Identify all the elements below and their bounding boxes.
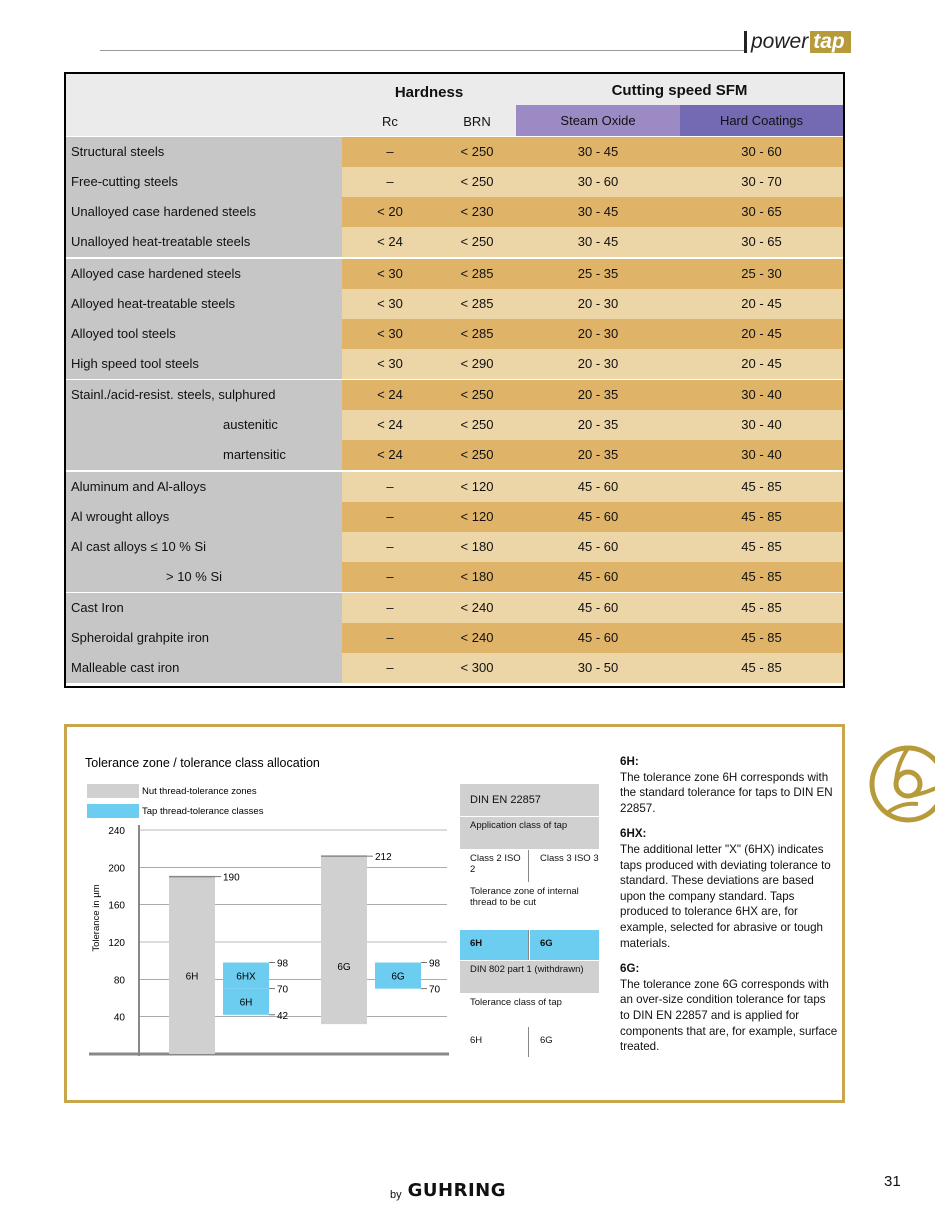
- cell-hard-coatings: 20 - 45: [680, 349, 843, 379]
- cell-steam-oxide: 30 - 60: [516, 167, 680, 197]
- row-label: > 10 % Si: [66, 562, 342, 592]
- brand-logo: [744, 31, 851, 53]
- cell-rc: –: [342, 593, 438, 623]
- cell-brn: < 120: [438, 472, 516, 502]
- note-6h-text: The tolerance zone 6H corresponds with the standard tolerance for taps to DIN EN 22857.: [620, 770, 833, 815]
- table-row: [66, 502, 843, 532]
- y-tick-label: 200: [108, 863, 125, 875]
- cell-rc: < 30: [342, 289, 438, 319]
- table-row: [66, 349, 843, 379]
- cell-hard-coatings: 30 - 65: [680, 197, 843, 227]
- cell-rc: < 30: [342, 319, 438, 349]
- tap-cross-section-icon: [866, 742, 935, 826]
- cell-steam-oxide: 20 - 35: [516, 440, 680, 470]
- cell-steam-oxide: 20 - 30: [516, 289, 680, 319]
- cell-rc: –: [342, 562, 438, 592]
- table-row: [66, 593, 843, 623]
- y-tick-label: 160: [108, 900, 125, 912]
- table-row: [66, 653, 843, 683]
- legend-swatch-nut: [87, 784, 139, 798]
- brand-bar: [744, 31, 747, 53]
- col-hard-coatings: Hard Coatings: [680, 105, 843, 136]
- cell-rc: –: [342, 623, 438, 653]
- cell-steam-oxide: 45 - 60: [516, 593, 680, 623]
- cell-rc: –: [342, 472, 438, 502]
- bar-label: 6G: [391, 971, 405, 983]
- chart-bar: [169, 877, 215, 1054]
- legend-label-nut: Nut thread-tolerance zones: [142, 786, 257, 797]
- table-row: [66, 319, 843, 349]
- guhring-logo: GUHRING: [407, 1180, 506, 1201]
- table-row: [66, 440, 843, 470]
- cell-hard-coatings: 30 - 40: [680, 410, 843, 440]
- cell-steam-oxide: 30 - 45: [516, 137, 680, 167]
- row-label: Structural steels: [66, 137, 342, 167]
- row-label: Spheroidal grahpite iron: [66, 623, 342, 653]
- col-steam-oxide: Steam Oxide: [516, 105, 680, 136]
- legend-swatch-tap: [87, 804, 139, 818]
- cell-brn: < 250: [438, 440, 516, 470]
- cell-rc: –: [342, 653, 438, 683]
- table-row: [66, 137, 843, 167]
- cell-steam-oxide: 45 - 60: [516, 502, 680, 532]
- row-label: Malleable cast iron: [66, 653, 342, 683]
- cell-hard-coatings: 45 - 85: [680, 593, 843, 623]
- bar-label: 6HX: [236, 971, 256, 983]
- table-row: [66, 289, 843, 319]
- tolerance-notes: [620, 754, 838, 1065]
- din-class-3: Class 3 ISO 3: [530, 850, 599, 882]
- cell-rc: < 24: [342, 440, 438, 470]
- cell-steam-oxide: 30 - 45: [516, 197, 680, 227]
- tolerance-chart: [77, 747, 457, 1087]
- col-rc: Rc: [382, 114, 398, 129]
- note-6g-heading: 6G:: [620, 962, 640, 976]
- legend-label-tap: Tap thread-tolerance classes: [142, 806, 264, 817]
- cell-rc: –: [342, 137, 438, 167]
- bar-top-value: 212: [375, 852, 392, 864]
- cell-hard-coatings: 45 - 85: [680, 472, 843, 502]
- cell-hard-coatings: 45 - 85: [680, 562, 843, 592]
- page-number: 31: [884, 1173, 901, 1190]
- cell-brn: < 250: [438, 227, 516, 257]
- cell-hard-coatings: 30 - 40: [680, 380, 843, 410]
- cell-steam-oxide: 20 - 35: [516, 380, 680, 410]
- chart-title: Tolerance zone / tolerance class allocation: [85, 756, 320, 770]
- cell-brn: < 240: [438, 623, 516, 653]
- table-row: [66, 259, 843, 289]
- cell-brn: < 240: [438, 593, 516, 623]
- header-rule: [100, 50, 745, 51]
- bar-bottom-value: 70: [429, 984, 441, 996]
- cutting-speed-table: [64, 72, 845, 688]
- bar-top-value: 98: [429, 958, 441, 970]
- row-label: Alloyed case hardened steels: [66, 259, 342, 289]
- y-tick-label: 240: [108, 826, 125, 837]
- cell-hard-coatings: 45 - 85: [680, 502, 843, 532]
- cell-hard-coatings: 30 - 40: [680, 440, 843, 470]
- table-header: [66, 74, 843, 136]
- brand-text-1: power: [751, 30, 809, 53]
- din-tolerance-zone: Tolerance zone of internal thread to be cut: [460, 883, 599, 929]
- table-row: [66, 167, 843, 197]
- table-row: [66, 197, 843, 227]
- bar-top-value: 98: [277, 958, 289, 970]
- cell-rc: < 30: [342, 349, 438, 379]
- din-zone-6h: 6H: [460, 930, 529, 960]
- bar-label: 6H: [185, 971, 199, 983]
- din-title: DIN EN 22857: [460, 784, 599, 816]
- row-label: martensitic: [66, 440, 342, 470]
- cell-hard-coatings: 45 - 85: [680, 653, 843, 683]
- y-tick-label: 120: [108, 938, 125, 949]
- cell-brn: < 180: [438, 562, 516, 592]
- note-6g-text: The tolerance zone 6G corresponds with an over-size condition tolerance for taps to DIN EN 22857 and is applied for components that are, for example, surface treated.: [620, 977, 838, 1054]
- din-tolerance-class: Tolerance class of tap: [460, 994, 599, 1026]
- table-row: [66, 562, 843, 592]
- note-6hx-heading: 6HX:: [620, 827, 647, 841]
- cell-hard-coatings: 45 - 85: [680, 623, 843, 653]
- din-802: DIN 802 part 1 (withdrawn): [460, 961, 599, 993]
- row-label: Unalloyed heat-treatable steels: [66, 227, 342, 257]
- cell-steam-oxide: 20 - 30: [516, 319, 680, 349]
- cell-rc: < 30: [342, 259, 438, 289]
- row-label: Al cast alloys ≤ 10 % Si: [66, 532, 342, 562]
- cell-steam-oxide: 45 - 60: [516, 562, 680, 592]
- cell-hard-coatings: 30 - 70: [680, 167, 843, 197]
- cell-hard-coatings: 20 - 45: [680, 319, 843, 349]
- cell-brn: < 300: [438, 653, 516, 683]
- cell-steam-oxide: 20 - 35: [516, 410, 680, 440]
- cell-brn: < 230: [438, 197, 516, 227]
- table-row: [66, 472, 843, 502]
- brand-text-2: tap: [810, 31, 851, 53]
- row-label: Unalloyed case hardened steels: [66, 197, 342, 227]
- cell-steam-oxide: 45 - 60: [516, 472, 680, 502]
- bar-label: 6G: [337, 962, 351, 973]
- cell-hard-coatings: 30 - 65: [680, 227, 843, 257]
- din-class-6h: 6H: [460, 1027, 529, 1057]
- cell-hard-coatings: 45 - 85: [680, 532, 843, 562]
- row-label: Stainl./acid-resist. steels, sulphured: [66, 380, 342, 410]
- y-tick-label: 80: [113, 975, 125, 987]
- bar-label: 6H: [239, 997, 253, 1009]
- col-brn: BRN: [463, 114, 491, 129]
- y-tick-label: 40: [113, 1012, 125, 1024]
- row-label: Alloyed tool steels: [66, 319, 342, 349]
- cell-rc: < 24: [342, 410, 438, 440]
- cell-rc: –: [342, 167, 438, 197]
- row-label: Alloyed heat-treatable steels: [66, 289, 342, 319]
- cell-brn: < 180: [438, 532, 516, 562]
- cell-brn: < 250: [438, 167, 516, 197]
- footer-brand: [390, 1180, 506, 1201]
- cell-hard-coatings: 30 - 60: [680, 137, 843, 167]
- bar-bottom-value: 70: [277, 984, 289, 996]
- row-label: High speed tool steels: [66, 349, 342, 379]
- cell-brn: < 285: [438, 259, 516, 289]
- table-row: [66, 380, 843, 410]
- cell-brn: < 285: [438, 289, 516, 319]
- din-application-class: Application class of tap: [460, 817, 599, 849]
- cell-rc: –: [342, 502, 438, 532]
- cell-hard-coatings: 20 - 45: [680, 289, 843, 319]
- cell-brn: < 250: [438, 137, 516, 167]
- cell-rc: < 24: [342, 227, 438, 257]
- row-label: Al wrought alloys: [66, 502, 342, 532]
- row-label: austenitic: [66, 410, 342, 440]
- cell-rc: –: [342, 532, 438, 562]
- bar-top-value: 190: [223, 872, 240, 884]
- cell-brn: < 250: [438, 410, 516, 440]
- row-label: Free-cutting steels: [66, 167, 342, 197]
- y-axis-label: Tolerance in µm: [91, 884, 102, 952]
- table-row: [66, 532, 843, 562]
- table-row: [66, 227, 843, 257]
- row-label: Aluminum and Al-alloys: [66, 472, 342, 502]
- cell-brn: < 250: [438, 380, 516, 410]
- cell-brn: < 290: [438, 349, 516, 379]
- footer-by: by: [390, 1189, 402, 1201]
- cell-steam-oxide: 30 - 50: [516, 653, 680, 683]
- note-6hx-text: The additional letter "X" (6HX) indicates taps produced with deviating tolerance to standard. These deviations are based upon the company standard. Taps produced to tolerance 6HX are, for example, selected for abrasive or tough materials.: [620, 842, 831, 950]
- hardness-title: Hardness: [394, 84, 464, 101]
- din-class-2: Class 2 ISO 2: [460, 850, 529, 882]
- table-row: [66, 623, 843, 653]
- table-row: [66, 410, 843, 440]
- cell-brn: < 120: [438, 502, 516, 532]
- cell-rc: < 24: [342, 380, 438, 410]
- note-6h-heading: 6H:: [620, 755, 639, 768]
- cell-steam-oxide: 45 - 60: [516, 623, 680, 653]
- cell-steam-oxide: 45 - 60: [516, 532, 680, 562]
- din-zone-6g: 6G: [530, 930, 599, 960]
- tolerance-panel: [64, 724, 845, 1103]
- chart-bar: [321, 856, 367, 1024]
- cell-steam-oxide: 30 - 45: [516, 227, 680, 257]
- cell-steam-oxide: 20 - 30: [516, 349, 680, 379]
- cutting-speed-title: Cutting speed SFM: [611, 82, 748, 99]
- cell-brn: < 285: [438, 319, 516, 349]
- cell-hard-coatings: 25 - 30: [680, 259, 843, 289]
- cell-steam-oxide: 25 - 35: [516, 259, 680, 289]
- bar-bottom-value: 42: [277, 1010, 289, 1022]
- cell-rc: < 20: [342, 197, 438, 227]
- row-label: Cast Iron: [66, 593, 342, 623]
- din-class-6g: 6G: [530, 1027, 599, 1057]
